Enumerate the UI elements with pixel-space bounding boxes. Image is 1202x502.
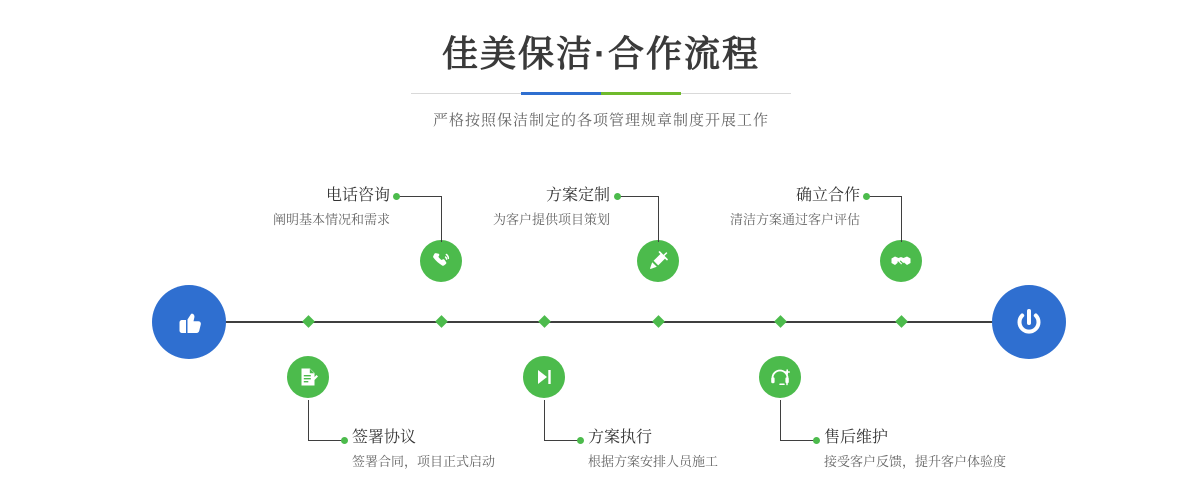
step-node-6[interactable]: [759, 356, 801, 398]
headset-support-icon: [768, 365, 792, 389]
step-label-4: [588, 428, 808, 472]
step-title-2: 签署协议: [352, 429, 417, 446]
step-node-4[interactable]: [523, 356, 565, 398]
step-leader-v-3: [658, 196, 659, 242]
step-label-1: [216, 186, 390, 230]
handshake-icon: [889, 249, 913, 273]
axis-marker-6: [774, 315, 787, 328]
step-node-3[interactable]: [637, 240, 679, 282]
step-label-2: [352, 428, 572, 472]
axis-marker-3: [652, 315, 665, 328]
step-desc-1: 阐明基本情况和需求: [272, 212, 390, 227]
axis-marker-5: [895, 315, 908, 328]
step-desc-2: 签署合同，项目正式启动: [352, 454, 496, 469]
step-desc-4: 根据方案安排人员施工: [588, 454, 719, 469]
step-desc-3: 为客户提供项目策划: [492, 212, 610, 227]
step-leader-dot-2: [341, 437, 348, 444]
play-forward-icon: [532, 365, 556, 389]
step-node-1[interactable]: [420, 240, 462, 282]
step-label-6: [824, 428, 1084, 472]
thumbs-up-icon: [169, 302, 209, 342]
step-leader-h-6: [780, 440, 816, 441]
step-leader-dot-1: [393, 193, 400, 200]
step-leader-h-1: [396, 196, 441, 197]
step-node-5[interactable]: [880, 240, 922, 282]
step-leader-v-6: [780, 400, 781, 441]
page-subtitle: 严格按照保洁制定的各项管理规章制度开展工作: [432, 112, 769, 129]
step-title-4: 方案执行: [588, 429, 653, 446]
axis-marker-1: [435, 315, 448, 328]
step-leader-v-5: [901, 196, 902, 242]
step-node-2[interactable]: [287, 356, 329, 398]
step-leader-dot-5: [863, 193, 870, 200]
timeline-end-endpoint: [992, 285, 1066, 359]
step-title-1: 电话咨询: [325, 187, 390, 204]
pen-ruler-icon: [646, 249, 670, 273]
step-leader-dot-3: [614, 193, 621, 200]
axis-marker-2: [302, 315, 315, 328]
step-desc-6: 接受客户反馈，提升客户体验度: [824, 454, 1007, 469]
step-label-3: [440, 186, 610, 230]
step-desc-5: 清洁方案通过客户评估: [729, 212, 860, 227]
step-label-5: [690, 186, 860, 230]
step-leader-v-2: [308, 400, 309, 441]
power-icon: [1009, 302, 1049, 342]
step-leader-h-2: [308, 440, 344, 441]
step-title-3: 方案定制: [545, 187, 610, 204]
step-leader-h-3: [617, 196, 658, 197]
step-leader-h-4: [544, 440, 580, 441]
step-leader-v-4: [544, 400, 545, 441]
timeline-start-endpoint: [152, 285, 226, 359]
step-leader-dot-6: [813, 437, 820, 444]
phone-icon: [429, 249, 453, 273]
step-leader-dot-4: [577, 437, 584, 444]
page-title: 佳美保洁·合作流程: [442, 33, 760, 74]
step-leader-h-5: [866, 196, 901, 197]
step-title-6: 售后维护: [824, 429, 889, 446]
document-edit-icon: [296, 365, 320, 389]
step-title-5: 确立合作: [795, 187, 860, 204]
axis-marker-4: [538, 315, 551, 328]
